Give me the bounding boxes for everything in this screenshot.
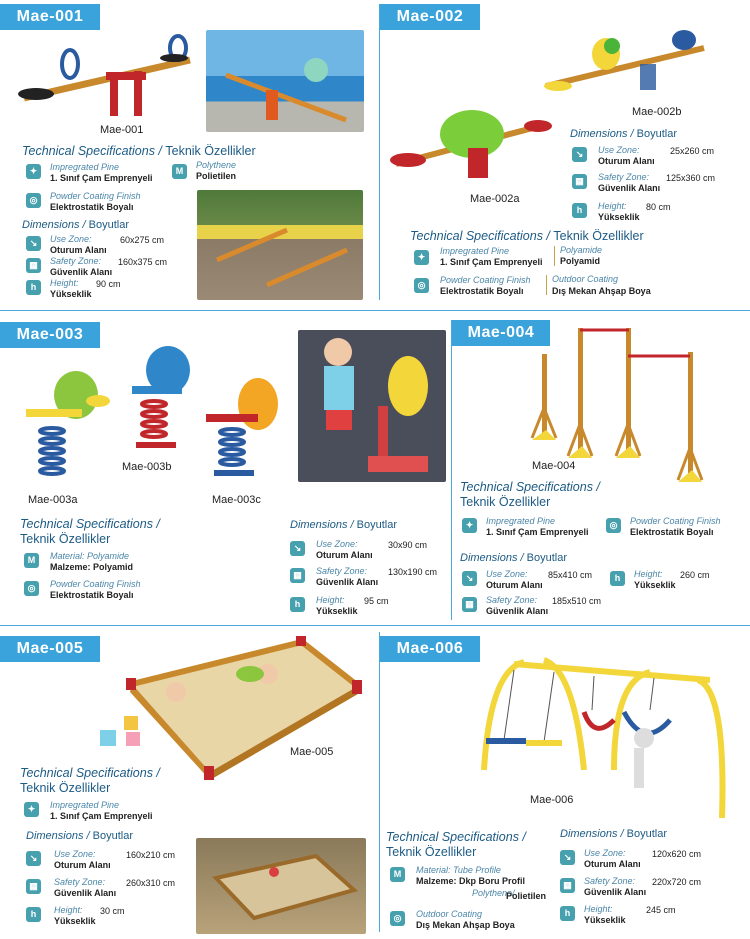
pine-icon: ✦ — [26, 164, 41, 179]
dimensions-heading-mae-005: Dimensions / Boyutlar — [26, 830, 133, 842]
photo-mae-001-installed — [206, 30, 364, 132]
safety-zone-icon: ▦ — [26, 258, 41, 273]
polythene-label-tr: Polietilen — [506, 891, 547, 901]
caption-mae-005: Mae-005 — [290, 746, 334, 758]
pine-label-tr: 1. Sınıf Çam Emprenyeli — [486, 527, 589, 537]
caption-mae-006: Mae-006 — [530, 794, 574, 806]
pine-label-en: Impregrated Pine — [50, 162, 120, 172]
height-icon: h — [572, 203, 587, 218]
photo-mae-001-park — [197, 190, 363, 300]
dimensions-heading-mae-003: Dimensions / Boyutlar — [290, 519, 397, 531]
use-zone-label-tr: Oturum Alanı — [584, 859, 641, 869]
pine-label-tr: 1. Sınıf Çam Emprenyeli — [50, 811, 153, 821]
powder-label-tr: Elektrostatik Boyalı — [50, 590, 134, 600]
outdoor-label-tr: Dış Mekan Ahşap Boya — [552, 286, 651, 296]
safety-zone-icon: ▦ — [572, 174, 587, 189]
pine-label-en: Impregrated Pine — [440, 246, 510, 256]
powder-label-tr: Elektrostatik Boyalı — [440, 286, 524, 296]
safety-zone-icon: ▦ — [560, 878, 575, 893]
height-value-mae-001: 90 cm — [96, 279, 121, 289]
use-zone-label-tr: Oturum Alanı — [486, 580, 543, 590]
use-zone-label-en: Use Zone: — [486, 569, 528, 579]
safety-zone-icon: ▦ — [290, 568, 305, 583]
outdoor-label-tr: Dış Mekan Ahşap Boya — [416, 920, 515, 930]
height-label-tr: Yükseklik — [316, 606, 358, 616]
height-label-en: Height: — [50, 278, 79, 288]
use-zone-icon: ↘ — [462, 571, 477, 586]
safety-zone-label-en: Safety Zone: — [486, 595, 538, 605]
safety-zone-label-en: Safety Zone: — [54, 877, 106, 887]
powder-coating-icon: ◎ — [606, 518, 621, 533]
material-icon: M — [390, 867, 405, 882]
use-zone-value-mae-006: 120x620 cm — [652, 849, 702, 859]
height-icon: h — [290, 597, 305, 612]
spec-heading-mae-003: Technical Specifications / Teknik Özellikler — [20, 517, 160, 546]
spec-heading-mae-002: Technical Specifications / Teknik Özellikler — [410, 229, 644, 243]
polythene-label-en: Polythene/ — [472, 888, 515, 898]
polythene-icon: M — [172, 164, 187, 179]
row-divider-1 — [0, 310, 750, 311]
height-label-en: Height: — [634, 569, 663, 579]
outdoor-coating-icon: ◎ — [390, 911, 405, 926]
caption-mae-002b: Mae-002b — [632, 106, 682, 118]
use-zone-value-mae-004: 85x410 cm — [548, 570, 593, 580]
pine-label-tr: 1. Sınıf Çam Emprenyeli — [50, 173, 153, 183]
tube-profile-label-en: Material: Tube Profile — [416, 865, 501, 875]
pine-icon: ✦ — [462, 518, 477, 533]
use-zone-icon: ↘ — [26, 851, 41, 866]
column-divider-bottom — [379, 632, 380, 932]
use-zone-label-tr: Oturum Alanı — [316, 550, 373, 560]
use-zone-label-tr: Oturum Alanı — [598, 156, 655, 166]
powder-label-en: Powder Coating Finish — [440, 275, 531, 285]
polyamide-label-en: Polyamide — [560, 245, 603, 255]
use-zone-label-en: Use Zone: — [584, 848, 626, 858]
powder-coating-icon: ◎ — [24, 581, 39, 596]
safety-zone-label-en: Safety Zone: — [50, 256, 102, 266]
powder-coating-icon: ◎ — [414, 278, 429, 293]
polythene-label-en: Polythene — [196, 160, 237, 170]
dimensions-heading-mae-002: Dimensions / Boyutlar — [570, 128, 677, 140]
safety-zone-icon: ▦ — [26, 879, 41, 894]
seesaw-mae-002b-illustration — [536, 28, 712, 104]
spec-heading-mae-004: Technical Specifications / Teknik Özellikler — [460, 480, 600, 509]
height-value-mae-003: 95 cm — [364, 596, 389, 606]
powder-label-tr: Elektrostatik Boyalı — [630, 527, 714, 537]
use-zone-label-tr: Oturum Alanı — [54, 860, 111, 870]
safety-zone-label-tr: Güvenlik Alanı — [486, 606, 549, 616]
powder-label-en: Powder Coating Finish — [50, 191, 141, 201]
height-label-tr: Yükseklik — [50, 289, 92, 299]
safety-zone-label-tr: Güvenlik Alanı — [316, 577, 379, 587]
height-label-en: Height: — [598, 201, 627, 211]
caption-mae-004: Mae-004 — [532, 460, 576, 472]
pine-icon: ✦ — [414, 250, 429, 265]
height-value-mae-006: 245 cm — [646, 905, 676, 915]
use-zone-label-en: Use Zone: — [598, 145, 640, 155]
safety-zone-label-tr: Güvenlik Alanı — [598, 183, 661, 193]
height-icon: h — [560, 906, 575, 921]
dimensions-heading-mae-006: Dimensions / Boyutlar — [560, 828, 667, 840]
use-zone-icon: ↘ — [572, 147, 587, 162]
height-value-mae-005: 30 cm — [100, 906, 125, 916]
powder-label-tr: Elektrostatik Boyalı — [50, 202, 134, 212]
spec-heading-mae-005: Technical Specifications / Teknik Özellikler — [20, 766, 160, 795]
material-icon: M — [24, 553, 39, 568]
use-zone-icon: ↘ — [26, 236, 41, 251]
safety-zone-value-mae-003: 130x190 cm — [388, 567, 438, 577]
height-icon: h — [610, 571, 625, 586]
height-label-tr: Yükseklik — [634, 580, 676, 590]
use-zone-value-mae-005: 160x210 cm — [126, 850, 176, 860]
photo-mae-003-child — [298, 330, 446, 482]
safety-zone-label-tr: Güvenlik Alanı — [54, 888, 117, 898]
spec-heading-mae-001: Technical Specifications / Teknik Özellikler — [22, 144, 256, 158]
swing-set-mae-006-illustration — [474, 650, 734, 828]
product-tab-mae-001: Mae-001 — [0, 4, 100, 30]
safety-zone-label-en: Safety Zone: — [584, 876, 636, 886]
powder-coating-icon: ◎ — [26, 193, 41, 208]
height-label-tr: Yükseklik — [598, 212, 640, 222]
dimensions-heading-mae-004: Dimensions / Boyutlar — [460, 552, 567, 564]
product-tab-mae-004: Mae-004 — [452, 320, 550, 346]
pine-icon: ✦ — [24, 802, 39, 817]
material-label-tr: Malzeme: Polyamid — [50, 562, 134, 572]
polythene-label-tr: Polietilen — [196, 171, 237, 181]
product-tab-mae-003: Mae-003 — [0, 322, 100, 348]
separator — [554, 246, 555, 266]
height-label-tr: Yükseklik — [584, 915, 626, 925]
height-value-mae-004: 260 cm — [680, 570, 710, 580]
spring-rider-mae-003b-illustration — [112, 342, 204, 458]
pine-label-en: Impregrated Pine — [486, 516, 556, 526]
separator — [546, 275, 547, 295]
height-label-en: Height: — [54, 905, 83, 915]
use-zone-label-tr: Oturum Alanı — [50, 245, 107, 255]
outdoor-label-en: Outdoor Coating — [552, 274, 619, 284]
use-zone-value-mae-002: 25x260 cm — [670, 146, 715, 156]
height-icon: h — [26, 280, 41, 295]
use-zone-value-mae-001: 60x275 cm — [120, 235, 165, 245]
sandbox-mae-005-illustration — [96, 634, 366, 780]
height-value-mae-002: 80 cm — [646, 202, 671, 212]
pine-label-tr: 1. Sınıf Çam Emprenyeli — [440, 257, 543, 267]
column-divider-mid — [451, 320, 452, 620]
caption-mae-003c: Mae-003c — [212, 494, 261, 506]
use-zone-icon: ↘ — [560, 850, 575, 865]
safety-zone-label-tr: Güvenlik Alanı — [584, 887, 647, 897]
height-label-en: Height: — [584, 904, 613, 914]
spec-heading-mae-006: Technical Specifications / Teknik Özellikler — [386, 830, 526, 859]
row-divider-2 — [0, 625, 750, 626]
material-label-en: Material: Polyamide — [50, 551, 130, 561]
safety-zone-value-mae-002: 125x360 cm — [666, 173, 716, 183]
powder-label-en: Powder Coating Finish — [50, 579, 141, 589]
caption-mae-003b: Mae-003b — [122, 461, 172, 473]
caption-mae-001: Mae-001 — [100, 124, 144, 136]
pine-label-en: Impregrated Pine — [50, 800, 120, 810]
dimensions-heading-mae-001: Dimensions / Boyutlar — [22, 219, 129, 231]
product-tab-mae-002: Mae-002 — [380, 4, 480, 30]
use-zone-label-en: Use Zone: — [54, 849, 96, 859]
powder-label-en: Powder Coating Finish — [630, 516, 721, 526]
safety-zone-value-mae-005: 260x310 cm — [126, 878, 176, 888]
height-label-tr: Yükseklik — [54, 916, 96, 926]
safety-zone-icon: ▦ — [462, 597, 477, 612]
safety-zone-label-tr: Güvenlik Alanı — [50, 267, 113, 277]
use-zone-label-en: Use Zone: — [50, 234, 92, 244]
safety-zone-value-mae-006: 220x720 cm — [652, 877, 702, 887]
outdoor-label-en: Outdoor Coating — [416, 909, 483, 919]
polyamide-label-tr: Polyamid — [560, 256, 601, 266]
caption-mae-003a: Mae-003a — [28, 494, 78, 506]
use-zone-icon: ↘ — [290, 541, 305, 556]
tube-profile-label-tr: Malzeme: Dkp Boru Profil — [416, 876, 526, 886]
spring-rider-mae-003c-illustration — [196, 374, 292, 486]
height-label-en: Height: — [316, 595, 345, 605]
safety-zone-value-mae-004: 185x510 cm — [552, 596, 602, 606]
product-tab-mae-005: Mae-005 — [0, 636, 100, 662]
seesaw-mae-002a-illustration — [388, 104, 554, 188]
column-divider-top — [379, 4, 380, 300]
photo-mae-005-installed — [196, 838, 366, 934]
product-tab-mae-006: Mae-006 — [380, 636, 480, 662]
caption-mae-002a: Mae-002a — [470, 193, 520, 205]
height-icon: h — [26, 907, 41, 922]
safety-zone-value-mae-001: 160x375 cm — [118, 257, 168, 267]
use-zone-value-mae-003: 30x90 cm — [388, 540, 428, 550]
use-zone-label-en: Use Zone: — [316, 539, 358, 549]
safety-zone-label-en: Safety Zone: — [316, 566, 368, 576]
spring-rider-mae-003a-illustration — [18, 365, 114, 491]
safety-zone-label-en: Safety Zone: — [598, 172, 650, 182]
seesaw-mae-001-illustration — [14, 28, 200, 123]
